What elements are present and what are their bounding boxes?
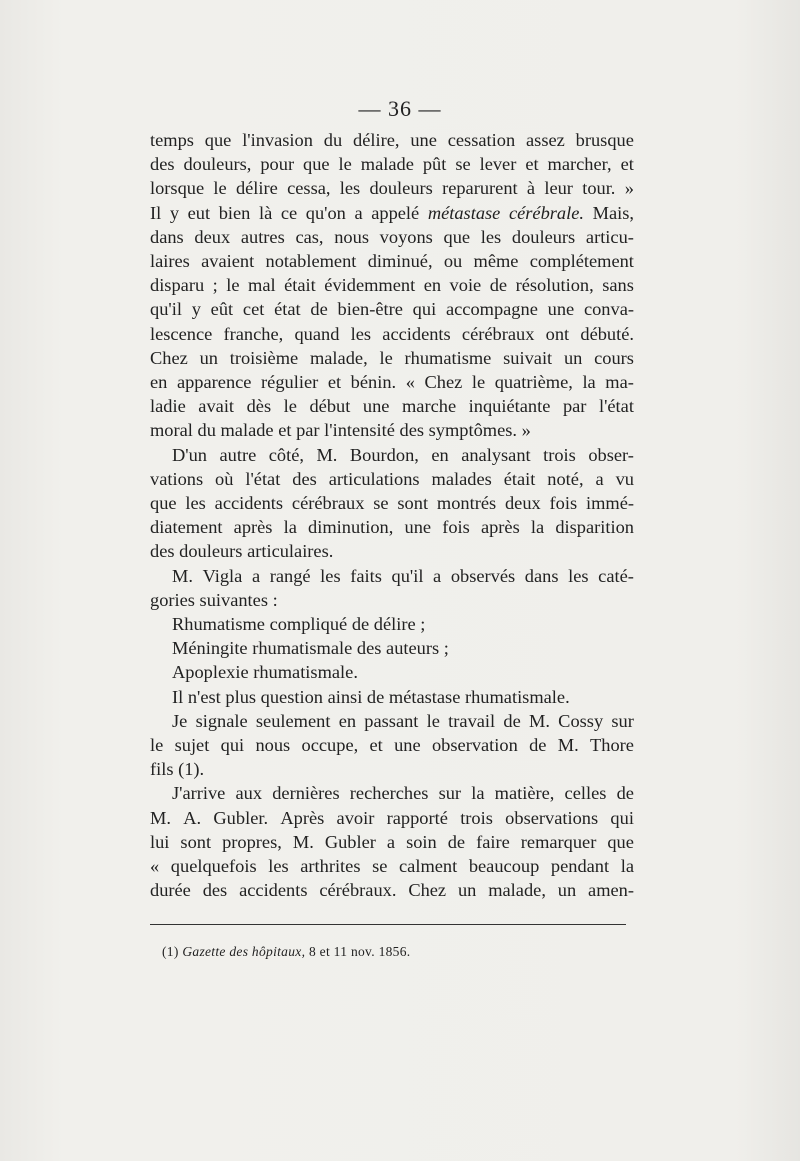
text-line: lescence franche, quand les accidents cérébraux ont débuté. bbox=[150, 323, 634, 344]
text-line: Apoplexie rhumatismale. bbox=[172, 662, 358, 683]
text-line: laires avaient notablement diminué, ou même complétement bbox=[150, 251, 634, 272]
text-line: Rhumatisme compliqué de délire ; bbox=[172, 614, 426, 635]
footnote-divider bbox=[150, 924, 626, 925]
text-line: en apparence régulier et bénin. « Chez le quatrième, la ma- bbox=[150, 372, 634, 393]
text-line: le sujet qui nous occupe, et une observation de M. Thore bbox=[150, 735, 634, 756]
text-line: lorsque le délire cessa, les douleurs reparurent à leur tour. » bbox=[150, 178, 634, 199]
text-line: Chez un troisième malade, le rhumatisme suivait un cours bbox=[150, 347, 634, 368]
footnote-details: 8 et 11 nov. 1856. bbox=[308, 944, 411, 959]
text-line: moral du malade et par l'intensité des symptômes. » bbox=[150, 420, 531, 441]
text-line: des douleurs, pour que le malade pût se lever et marcher, et bbox=[150, 154, 634, 175]
text-line: M. A. Gubler. Après avoir rapporté trois observations qui bbox=[150, 807, 634, 828]
text-line: durée des accidents cérébraux. Chez un malade, un amen- bbox=[150, 880, 634, 901]
text-line: que les accidents cérébraux se sont montrés deux fois immé- bbox=[150, 493, 634, 514]
text-line: ladie avait dès le début une marche inquiétante par l'état bbox=[150, 396, 634, 417]
text-line: Je signale seulement en passant le travail de M. Cossy sur bbox=[172, 710, 634, 731]
text-line: fils (1). bbox=[150, 759, 205, 780]
text-line: J'arrive aux dernières recherches sur la matière, celles de bbox=[172, 783, 634, 804]
page-number: — 36 — bbox=[358, 96, 442, 121]
text-line: lui sont propres, M. Gubler a soin de faire remarquer que bbox=[150, 831, 634, 852]
body-text bbox=[150, 128, 634, 903]
text-line: Il n'est plus question ainsi de métastase rhumatismale. bbox=[172, 686, 570, 707]
footnote-title: Gazette des hôpitaux, bbox=[182, 944, 306, 959]
text-line: M. Vigla a rangé les faits qu'il a observés dans les caté- bbox=[172, 565, 634, 586]
text-line: Il y eut bien là ce qu'on a appelé métastase cérébrale. Mais, bbox=[150, 202, 634, 223]
text-line: disparu ; le mal était évidemment en voie de résolution, sans bbox=[150, 275, 634, 296]
text-line: temps que l'invasion du délire, une cessation assez brusque bbox=[150, 130, 634, 150]
text-line: D'un autre côté, M. Bourdon, en analysant trois obser- bbox=[172, 444, 634, 465]
footnote-marker: (1) bbox=[162, 944, 179, 959]
text-line: « quelquefois les arthrites se calment beaucoup pendant la bbox=[150, 856, 634, 877]
text-line: Méningite rhumatismale des auteurs ; bbox=[172, 638, 449, 659]
text-line: gories suivantes : bbox=[150, 589, 278, 610]
text-line: dans deux autres cas, nous voyons que les douleurs articu- bbox=[150, 226, 634, 247]
text-line: des douleurs articulaires. bbox=[150, 541, 334, 562]
footnote bbox=[162, 944, 410, 960]
text-line: vations où l'état des articulations malades était noté, a vu bbox=[150, 468, 634, 489]
text-line: diatement après la diminution, une fois après la disparition bbox=[150, 517, 634, 538]
text-line: qu'il y eût cet état de bien-être qui accompagne une conva- bbox=[150, 299, 634, 320]
